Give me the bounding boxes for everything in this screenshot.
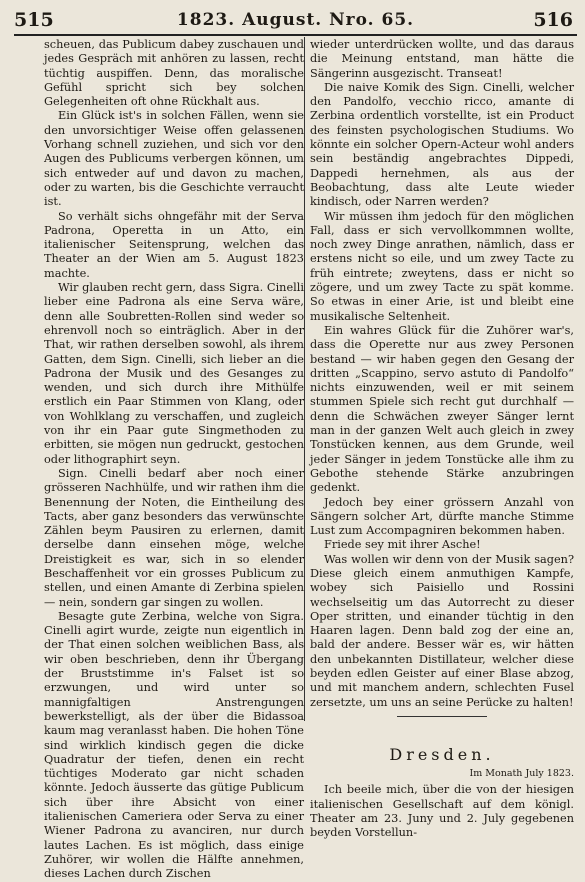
column-divider <box>304 37 305 721</box>
paragraph: Wir müssen ihm jedoch für den möglichen Fall, dass er sich vervollkommnen wollte, noch zwey Dinge anrathen, nämlich, dass er erstens nicht so eile, und um zwey Tacte zu früh eintrete; zweytens, dass er nicht so zögere, und um zwey Tacte zu spät komme. So etwas in einer Arie, ist und bleibt eine musikalische Seltenheit. <box>310 209 574 323</box>
header-rule <box>14 34 577 36</box>
paragraph: Was wollen wir denn von der Musik sagen? Diese gleich einem anmuthigen Kampfe, wobey sich Paisiello und Rossini wechselseitig um das Autorrecht zu dieser Oper stritten, und einander tüchtig in den Haaren lagen. Denn bald zog der eine an, bald der andere. Besser wär es, wir hätten den unbekannten Distillateur, welcher diese beyden edlen Geister auf einer Blase abzog, und mit manchem andern, schlechten Fusel zersetzte, um uns an seine Perücke zu halten! <box>310 552 574 709</box>
paragraph: Besagte gute Zerbina, welche von Sigra. Cinelli agirt wurde, zeigte nun eigentlich in der That einen solchen weiblichen Bass, als wir oben beschrieben, denn ihr Übergang der Bruststimme in's Falset ist so erzwungen, und wird unter so mannigfaltigen Anstrengungen bewerkstelligt, als der über die Bidassoa kaum mag veranlasst haben. Die hohen Töne sind wirklich kindisch gegen die dicke Quadratur der tiefen, denen ein recht tüchtiges Moderato gar nicht schaden könnte. Jedoch äusserte das gütige Publicum sich über ihre Absicht von einer italienischen Cameriera oder Serva zu einer Wiener Padrona zu avanciren, nur durch lautes Lachen. Es ist möglich, dass einige Zuhörer, wir wollen die Hälfte annehmen, dieses Lachen durch Zischen <box>44 609 304 881</box>
paragraph: Ein Glück ist's in solchen Fällen, wenn sie den unvorsichtiger Weise offen gelassenen Vorhang schnell zuziehen, und sich vor den Augen des Publicums verbergen können, um sich entweder auf und davon zu machen, oder zu warten, bis die Geschichte verraucht ist. <box>44 109 304 209</box>
paragraph: Ein wahres Glück für die Zuhörer war's, dass die Operette nur aus zwey Personen bestand — wir haben gegen den Gesang der dritten „Scappino, servo astuto di Pandolfo“ nichts einzuwenden, weil er mit seinem stummen Spiele sich recht gut durchhalf — denn die Schwächen zweyer Sänger lernt man in der ganzen Welt auch gleich in zwey Tonstücken kennen, aus dem Grunde, weil jeder Sänger in jedem Tonstücke alle ihm zu Gebothe stehende Stärke anzubringen gedenkt. <box>310 323 574 495</box>
page-number-left: 515 <box>14 9 54 31</box>
right-column <box>310 38 574 840</box>
paragraph: So verhält sichs ohngefähr mit der Serva Padrona, Operetta in un Atto, ein italienischer Seitensprung, welchen das Theater an der Wien am 5. August 1823 machte. <box>44 209 304 280</box>
paragraph: Die naive Komik des Sign. Cinelli, welcher den Pandolfo, vecchio ricco, amante di Zerbina ordentlich vorstellte, ist ein Product des feinsten psychologischen Studiums. Wo könnte ein solcher Opern-Acteur wohl anders sein beständig angebrachtes Dippedi, Dappedi hernehmen, als aus der Beobachtung, dass alte Leute wieder kindisch, oder Narren werden? <box>310 80 574 209</box>
paragraph: wieder unterdrücken wollte, und das daraus die Meinung entstand, man hätte die Sängerinn ausgezischt. Transeat! <box>310 38 574 80</box>
section-heading-dresden: Dresden. <box>389 744 495 764</box>
left-column <box>44 38 304 882</box>
paragraph: Sign. Cinelli bedarf aber noch einer grösseren Nachhülfe, und wir rathen ihm die Benennung der Noten, die Eintheilung des Tacts, aber ganz besonders das verwünschte Zählen beym Pausiren zu erlernen, damit derselbe dann einsehen möge, welche Dreistigkeit es war, sich in so elender Beschaffenheit vor ein grosses Publicum zu stellen, und einen Amante di Zerbina spielen — nein, sondern gar singen zu wollen. <box>44 466 304 609</box>
section-separator <box>397 716 487 717</box>
paragraph: Ich beeile mich, über die von der hiesigen italienischen Gesellschaft auf dem königl. Theater am 23. Juny und 2. July gegebenen beyden Vorstellun- <box>310 783 574 840</box>
paragraph: Wir glauben recht gern, dass Sigra. Cinelli lieber eine Padrona als eine Serva wäre, denn alle Soubretten-Rollen sind weder so ehrenvoll noch so einträglich. Aber in der That, wir rathen derselben sowohl, als ihrem Gatten, dem Sign. Cinelli, sich lieber an die Padrona der Musik und des Gesanges zu wenden, und sich durch ihre Mithülfe erstlich ein Paar Stimmen von Klang, oder von Wohlklang zu verschaffen, und zugleich von ihr ein Paar gute Singmethoden zu erbitten, sie mögen nun gedruckt, gestochen oder lithographirt seyn. <box>44 281 304 466</box>
dateline: Im Monath July 1823. <box>469 767 574 779</box>
paragraph: Jedoch bey einer grössern Anzahl von Sängern solcher Art, dürfte manche Stimme Lust zum Accompagniren bekommen haben. <box>310 495 574 538</box>
paragraph: scheuen, das Publicum dabey zuschauen und jedes Gespräch mit anhören zu lassen, recht tüchtig auspiffen. Denn, das moralische Gefühl spricht sich bey solchen Gelegenheiten oft ohne Rückhalt aus. <box>44 38 304 109</box>
page-number-right: 516 <box>533 9 573 31</box>
page-header <box>14 7 577 35</box>
paragraph: Friede sey mit ihrer Asche! <box>324 538 481 552</box>
issue-title: 1823. August. Nro. 65. <box>176 10 415 30</box>
